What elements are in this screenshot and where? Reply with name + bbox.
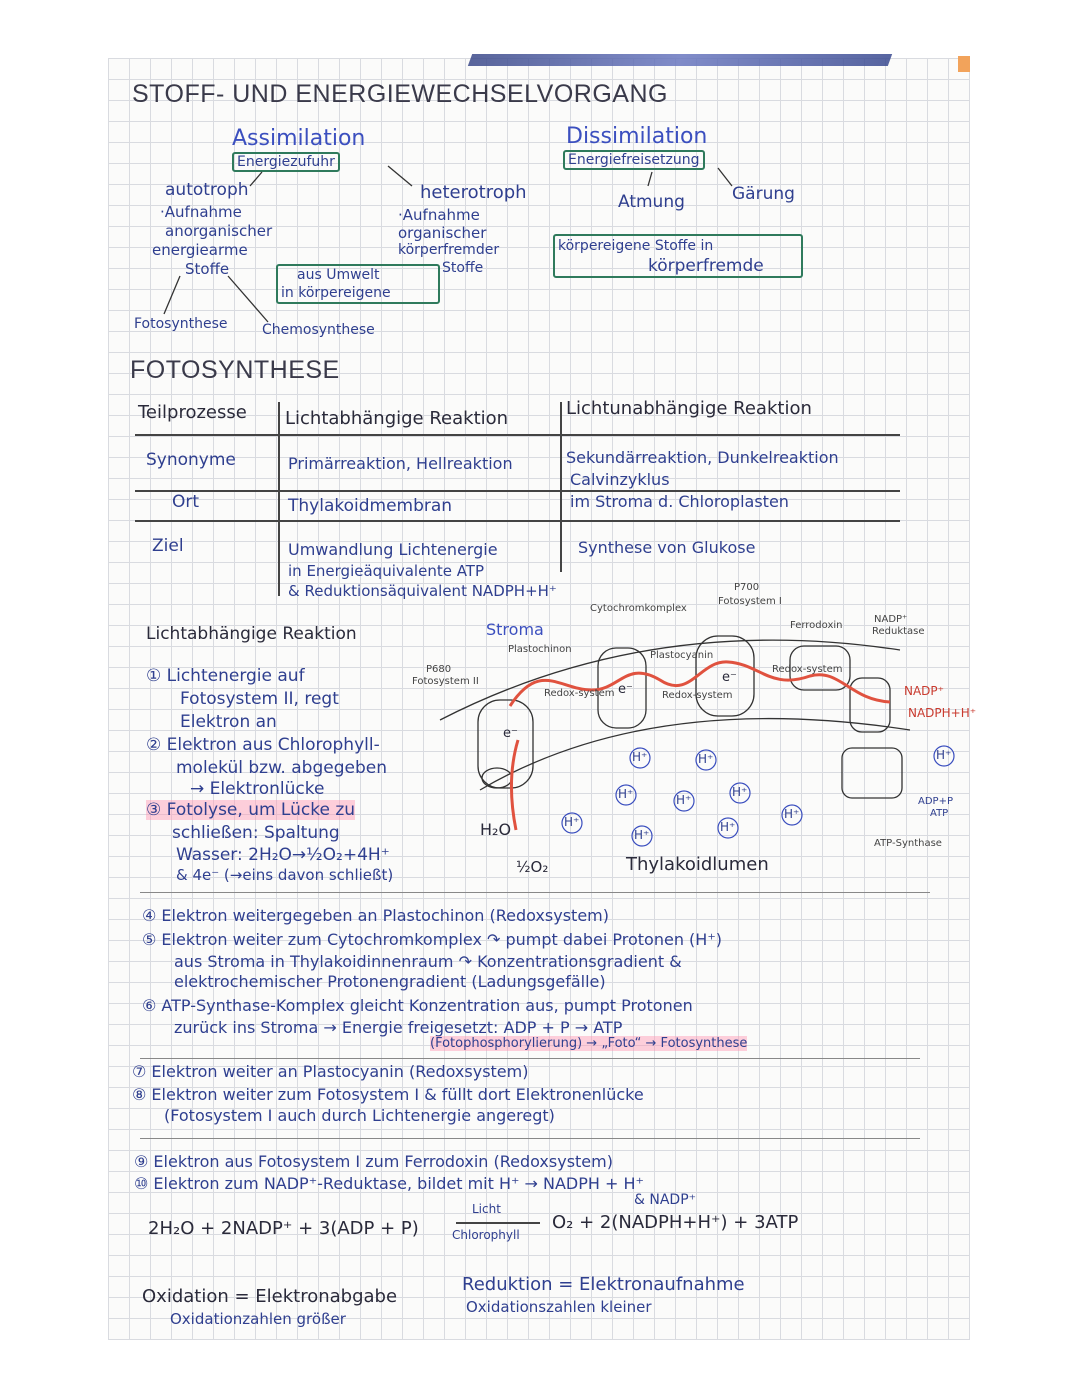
autotroph-label: autotroph xyxy=(165,180,249,200)
assimilation-heading: Assimilation xyxy=(232,126,366,151)
p700-label: P700 xyxy=(734,582,760,593)
section-divider xyxy=(140,892,930,893)
autotroph-desc-line: Stoffe xyxy=(185,260,230,278)
table-header-cell: Lichtunabhängige Reaktion xyxy=(566,398,812,419)
table-cell: in Energieäquivalente ATP xyxy=(288,562,485,580)
proton-label: H⁺ xyxy=(936,748,952,762)
table-row-label: Ziel xyxy=(152,536,184,556)
equation-arrow-bottom: Chlorophyll xyxy=(452,1228,520,1242)
photosystem-2-shape xyxy=(478,700,533,788)
diagram-title: Lichtabhängige Reaktion xyxy=(146,624,357,644)
step-line: ⑨ Elektron aus Fotosystem I zum Ferrodoxin (Redoxsystem) xyxy=(134,1152,613,1171)
equation-left: 2H₂O + 2NADP⁺ + 3(ADP + P) xyxy=(148,1218,419,1239)
redox-label: Redox-system xyxy=(662,690,733,701)
photosynthesis-label: Fotosynthese xyxy=(134,316,228,332)
electron-label: e⁻ xyxy=(503,726,518,741)
step-line: Fotosystem II, regt xyxy=(180,689,339,709)
proton-label: H⁺ xyxy=(676,793,692,807)
step-fotolyse: ③ Fotolyse, um Lücke zu xyxy=(146,800,356,820)
electron-path xyxy=(511,740,518,830)
proton-label: H⁺ xyxy=(564,815,580,829)
equation-right: O₂ + 2(NADPH+H⁺) + 3ATP xyxy=(552,1212,799,1233)
step-line: Elektron an xyxy=(180,712,277,732)
atp-label: ATP xyxy=(930,808,949,819)
step-line: & NADP⁺ xyxy=(634,1192,697,1208)
electron-label: e⁻ xyxy=(722,670,737,685)
from-env-line: in körpereigene xyxy=(281,285,391,301)
step-line: ⑥ ATP-Synthase-Komplex gleicht Konzentration aus, pumpt Protonen xyxy=(142,996,693,1015)
oxygen-label: ½O₂ xyxy=(516,858,549,876)
table-row-label: Ort xyxy=(172,492,200,512)
heterotroph-desc-line: ·Aufnahme xyxy=(398,206,480,224)
step-line: (Fotosystem I auch durch Lichtenergie angeregt) xyxy=(164,1106,555,1125)
proton-label: H⁺ xyxy=(618,787,634,801)
step-line: molekül bzw. abgegeben xyxy=(176,758,387,778)
table-cell: Sekundärreaktion, Dunkelreaktion xyxy=(566,448,839,467)
from-env-line: aus Umwelt xyxy=(297,267,380,283)
proton-label: H⁺ xyxy=(698,752,714,766)
step-line: & 4e⁻ (→eins davon schließt) xyxy=(176,866,394,884)
proton-label: H⁺ xyxy=(632,750,648,764)
step-line: ⑦ Elektron weiter an Plastocyanin (Redoxsystem) xyxy=(132,1062,529,1081)
lumen-label: Thylakoidlumen xyxy=(626,854,769,875)
section-divider xyxy=(140,1058,920,1059)
step-line: → Elektronlücke xyxy=(190,779,325,799)
table-cell: Thylakoidmembran xyxy=(288,496,453,516)
table-cell: Umwandlung Lichtenergie xyxy=(288,540,498,559)
autotroph-desc-line: ·Aufnahme xyxy=(160,203,242,221)
cytochrom-label: Cytochromkomplex xyxy=(590,603,687,614)
reduction-definition: Reduktion = Elektronaufnahme xyxy=(462,1274,745,1295)
table-cell: Synthese von Glukose xyxy=(578,538,756,557)
oxidation-definition: Oxidation = Elektronabgabe xyxy=(142,1286,398,1307)
energy-in-label: Energiezufuhr xyxy=(232,152,340,172)
atp-synthase-shape xyxy=(842,748,902,798)
proton-label: H⁺ xyxy=(784,807,800,821)
membrane-inner xyxy=(480,719,910,790)
nadp-in-label: NADP⁺ xyxy=(904,684,944,698)
ps2-label: Fotosystem II xyxy=(412,676,479,687)
oxidation-note: Oxidationzahlen größer xyxy=(170,1310,346,1328)
step-line: zurück ins Stroma → Energie freigesetzt: ADP + P → ATP xyxy=(174,1018,623,1037)
reduction-note: Oxidationszahlen kleiner xyxy=(466,1298,652,1316)
redox-label: Redox-system xyxy=(772,664,843,675)
step-line: ④ Elektron weitergegeben an Plastochinon (Redoxsystem) xyxy=(142,906,609,925)
heterotroph-desc-line: körperfremder xyxy=(398,242,500,258)
table-cell: & Reduktionsäquivalent NADPH+H⁺ xyxy=(288,582,557,600)
water-label: H₂O xyxy=(480,820,512,839)
conversion-line: körperfremde xyxy=(648,256,764,276)
autotroph-desc-line: anorganischer xyxy=(165,222,273,240)
section-divider xyxy=(140,1138,920,1139)
step-line: ⑩ Elektron zum NADP⁺-Reduktase, bildet mit H⁺ → NADPH + H⁺ xyxy=(134,1174,644,1193)
table-header-cell: Teilprozesse xyxy=(138,402,247,423)
step-line: schließen: Spaltung xyxy=(172,823,340,843)
heterotroph-desc-line: Stoffe xyxy=(442,260,484,276)
energy-out-label: Energiefreisetzung xyxy=(563,150,705,170)
chemosynthesis-label: Chemosynthese xyxy=(262,322,375,338)
proton-label: H⁺ xyxy=(732,785,748,799)
nadp-reductase-label: Reduktase xyxy=(872,626,925,637)
atp-synthase-label: ATP-Synthase xyxy=(874,838,942,849)
redox-label: Redox-system xyxy=(544,688,615,699)
water-split-shape xyxy=(482,768,512,788)
respiration-label: Atmung xyxy=(618,192,685,212)
conversion-line: körpereigene Stoffe in xyxy=(558,238,714,254)
plastocyanin-label: Plastocyanin xyxy=(650,650,714,661)
table-cell: Calvinzyklus xyxy=(570,470,670,489)
step-line: ⑤ Elektron weiter zum Cytochromkomplex ↷ pumpt dabei Protonen (H⁺) xyxy=(142,930,723,949)
heterotroph-desc-line: organischer xyxy=(398,224,487,242)
ps1-label: Fotosystem I xyxy=(718,596,782,607)
step-line xyxy=(146,800,355,820)
photosynthesis-heading: FOTOSYNTHESE xyxy=(130,356,340,384)
step-line: elektrochemischer Protonengradient (Ladungsgefälle) xyxy=(174,972,606,991)
proton-label: H⁺ xyxy=(634,828,650,842)
step-line xyxy=(430,1036,747,1051)
table-header-cell: Lichtabhängige Reaktion xyxy=(285,408,509,429)
equation-arrow xyxy=(456,1222,540,1224)
plastochinon-label: Plastochinon xyxy=(508,644,572,655)
electron-label: e⁻ xyxy=(618,682,633,697)
step-line: aus Stroma in Thylakoidinnenraum ↷ Konzentrationsgradient & xyxy=(174,952,682,971)
heterotroph-label: heterotroph xyxy=(420,182,527,203)
nadph-out-label: NADPH+H⁺ xyxy=(908,706,977,720)
autotroph-desc-line: energiearme xyxy=(152,241,248,259)
stroma-label: Stroma xyxy=(486,620,544,639)
table-cell: Primärreaktion, Hellreaktion xyxy=(288,454,513,473)
table-row-label: Synonyme xyxy=(146,450,236,470)
table-cell: im Stroma d. Chloroplasten xyxy=(570,492,789,511)
step-line: ⑧ Elektron weiter zum Fotosystem I & füllt dort Elektronenlücke xyxy=(132,1085,644,1104)
nadp-reductase-label: NADP⁺ xyxy=(874,614,908,625)
fermentation-label: Gärung xyxy=(732,184,795,204)
step-line: ② Elektron aus Chlorophyll- xyxy=(146,735,380,755)
adp-p-label: ADP+P xyxy=(918,796,953,807)
equation-arrow-top: Licht xyxy=(472,1202,501,1216)
proton-label: H⁺ xyxy=(720,820,736,834)
p680-label: P680 xyxy=(426,664,452,675)
page-title: STOFF- UND ENERGIEWECHSELVORGANG xyxy=(132,80,668,108)
reductase-shape xyxy=(850,678,890,732)
step-line: ① Lichtenergie auf xyxy=(146,666,305,686)
dissimilation-heading: Dissimilation xyxy=(566,124,708,149)
fotophosphorylierung-note: (Fotophosphorylierung) → „Foto“ → Fotosynthese xyxy=(430,1036,748,1051)
step-line: Wasser: 2H₂O→½O₂+4H⁺ xyxy=(176,845,390,865)
ferrodoxin-label: Ferrodoxin xyxy=(790,620,843,631)
